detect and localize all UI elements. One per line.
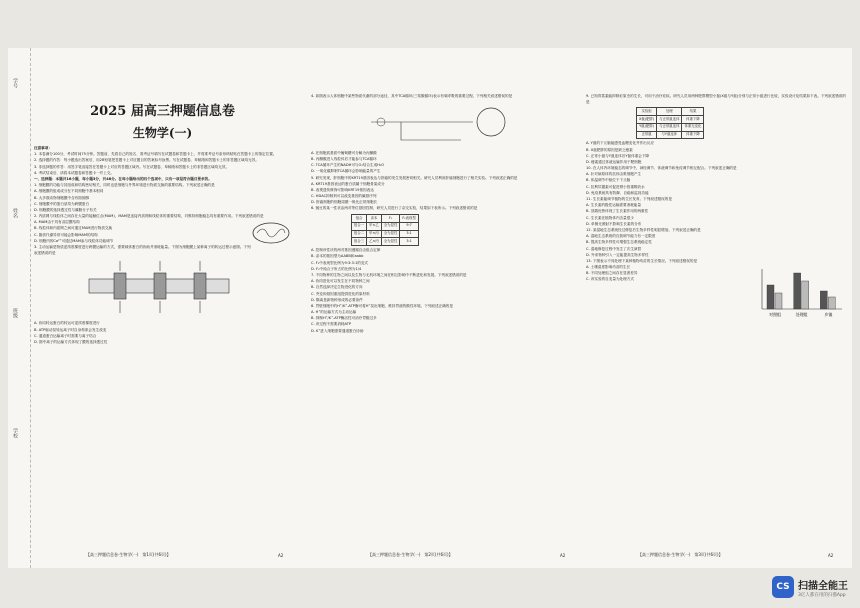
option-text: A. 协同转运蛋白的转运可逆浓度梯度进行	[34, 321, 100, 326]
cross-result-table	[351, 214, 419, 246]
question-text: 13. 下图表示不同处理下某种植物幼苗的生长情况。下列叙述错误的是	[586, 258, 698, 263]
option-text: C. 通道蛋白运输离子时需要与离子结合	[34, 333, 97, 338]
table-header: 结果	[682, 108, 704, 116]
table-cell: 体重下降	[682, 131, 704, 139]
page-footer: 【高三押题信息卷·生物学(一) 第2页(共6页)】	[368, 552, 453, 557]
question-text: 1. 细胞膜的功能与其组成和结构密切相关，同时也是细胞与外界环境进行物质交换的重要结构。下列叙述正确的是	[34, 183, 215, 188]
table-cell: 9:7	[400, 222, 418, 230]
option-text: D. 外来物种引入一定能提高生物多样性	[586, 252, 649, 257]
option-text: B. 不同处理组之间存在显著差异	[586, 271, 638, 276]
table-cell: 与正常鼠连体	[657, 123, 682, 131]
option-text: B. 亲本的基因型为AABB和aabb	[311, 254, 364, 259]
page-column-2	[311, 94, 573, 534]
table-cell: 体重下降	[682, 115, 704, 123]
option-text: C. HDAC抑制剂可以改变基因的碱基序列	[311, 194, 377, 199]
question-text: 9. 已知青蒿素能抑制疟原虫的生长，可用于治疗疟疾。研究人员用两种肥胖模型小鼠(X鼠与Y鼠)分别与正常小鼠进行比较，实验设计及结果如下表。下列叙述错误的是	[586, 94, 846, 104]
table-row	[352, 230, 419, 238]
option-text: B. 大多数动物细胞膜中含有胆固醇	[34, 195, 90, 200]
table-cell: 体重无变化	[682, 123, 704, 131]
table-cell: 3:1	[400, 230, 418, 238]
chart-bar	[767, 285, 774, 309]
page-code: A2	[560, 553, 566, 558]
option-text: B. 丙酮酸进入线粒体后才能参与TCA循环	[311, 156, 377, 161]
option-text: B. X鼠肥胖的原因是缺乏瘦素	[586, 147, 633, 152]
chart-bar	[828, 297, 835, 309]
table-cell: 组合一	[352, 222, 367, 230]
option-text: A. MAM由于具有双层膜结构	[34, 220, 80, 225]
question-text: 12. 某湿地生态系统经过修复后生物多样性明显增加。下列叙述正确的是	[586, 227, 701, 232]
question-text: 6. 豌豆的某一性状由两对等位基因控制，研究人员进行了杂交实验，结果如下表所示。下列叙述错误的是	[311, 206, 478, 211]
exam-title: 2025 届高三押题信息卷	[90, 104, 235, 119]
question-text: 8. 胃壁细胞中的H⁺/K⁺-ATP酶可将H⁺泵出细胞，维持胃液的酸性环境。下列叙述正确的是	[311, 303, 453, 308]
notice-item: 2. 选择题的作答：每小题选出答案后，用2B铅笔把答题卡上对应题目的答案标号涂黑。写在试题卷、草稿纸和答题卡上的非答题区域均无效。	[34, 158, 259, 163]
table-header: 实验组	[637, 108, 657, 116]
table-row	[637, 131, 704, 139]
option-text: B. 自然选择决定生物进化的方向	[311, 285, 363, 290]
option-text: B. 顶端优势体现了生长素作用的两重性	[586, 209, 649, 214]
option-text: A. 土壤湿度影响幼苗的生长	[586, 265, 631, 270]
page-footer: 【高三押题信息卷·生物学(一) 第3页(共6页)】	[638, 552, 723, 557]
option-text: B. ATP驱动泵转运离子时自身构象会发生改变	[34, 327, 107, 332]
notice-item: 3. 非选择题的作答：用签字笔直接答在答题卡上对应的答题区域内。写在试题卷、草稿纸和答题卡上的非答题区域均无效。	[34, 164, 230, 169]
table-cell: 与Y鼠连体	[657, 131, 682, 139]
option-text: D. 细胞膜的选择透过性与磷脂分子有关	[34, 207, 97, 212]
table-row	[352, 238, 419, 246]
option-text: D. 肝癌细胞的细胞周期一般比正常细胞长	[311, 200, 378, 205]
notice-item: 4. 考试结束后，请将本试题卷和答题卡一并上交。	[34, 170, 115, 175]
table-cell: 甲×丙	[367, 230, 382, 238]
option-text: A. KRT19基因表达的蛋白质属于细胞骨架成分	[311, 181, 385, 186]
option-text: C. 正常小鼠与Y鼠连体后Y鼠体重会下降	[586, 153, 650, 158]
option-text: D. 隔离是新物种形成的必要条件	[311, 297, 363, 302]
question-text: 5. 研究发现，肝细胞中的KRT19基因表达与肝癌的发生发展密切相关。研究人员利用肝癌细胞进行了相关实验。下列叙述正确的是	[311, 175, 518, 180]
question-text: 11. 生长素能调节植物的生长发育。下列叙述错误的是	[586, 197, 672, 201]
question-text: 10. 在人体内环境稳态的调节中，神经调节、体液调节和免疫调节相互配合。下列叙述正确的是	[586, 166, 737, 171]
table-cell: 与正常鼠连体	[657, 115, 682, 123]
chart-category-label: 处理组	[795, 312, 808, 318]
table-cell: X鼠(肥胖)	[637, 115, 657, 123]
option-text: A. 在细胞质基质中葡萄糖可分解为丙酮酸	[311, 150, 377, 155]
table-row	[637, 123, 704, 131]
option-text: A. 控制该性状的两对基因遵循自由组合定律	[311, 248, 381, 253]
camscanner-logo-icon: CS	[772, 576, 794, 598]
notice-heading: 注意事项：	[34, 146, 52, 150]
page-footer: 【高三押题信息卷·生物学(一) 第1页(共6页)】	[86, 552, 171, 557]
table-cell: Y鼠(肥胖)	[637, 123, 657, 131]
experiment-table	[636, 107, 704, 139]
binding-margin	[8, 48, 31, 568]
margin-label: 学号	[12, 78, 18, 88]
page-column-1	[34, 94, 291, 534]
option-text: C. 突变和基因重组提供进化的原材料	[311, 291, 370, 296]
table-cell: 甲×乙	[367, 222, 382, 230]
table-row	[352, 222, 419, 230]
option-text: A. 细胞膜的组成成分在不同细胞中基本相同	[34, 189, 104, 194]
table-cell: 全为显性	[381, 230, 400, 238]
mitochondria-figure	[251, 220, 291, 246]
chart-category-label: 乡镇	[824, 312, 833, 318]
option-text: C. 该实验的自变量为处理方式	[586, 277, 634, 282]
scanner-tagline: 3亿人都在用的扫描App	[798, 592, 846, 598]
scanner-name: 扫描全能王	[798, 580, 848, 592]
option-text: C. 脂质代谢异常可能会影响MAM的结构	[34, 232, 98, 237]
question-text: 2. 内质网与线粒体之间存在大量的接触位点(MAM)，MAM是连接内质网和线粒体的重要结构，对维持细胞稳态具有重要作用。下列叙述错误的是	[34, 214, 264, 219]
option-text: B. 提高生物多样性可增强生态系统稳定性	[586, 240, 652, 245]
table-cell: 正常鼠	[637, 131, 657, 139]
option-text: D. 图中离子的运输方式体现了膜的选择透过性	[34, 339, 108, 344]
table-row	[637, 115, 704, 123]
option-text: A. 协同进化可以发生在不同物种之间	[311, 279, 370, 284]
chart-bar	[794, 273, 801, 309]
page-column-3	[586, 94, 846, 534]
option-text: D. 细胞内的Ca²⁺可通过MAM参与线粒体功能调节	[34, 238, 114, 243]
tca-cycle-figure	[361, 100, 521, 148]
option-text: A. 针对病原体的抗体由浆细胞产生	[586, 172, 641, 177]
option-text: D. 一氧化碳抑制TCA循环会影响能量的产生	[311, 169, 381, 174]
exam-subject: 生物学(一)	[132, 126, 193, 140]
chart-bar	[775, 293, 782, 309]
chart-bar	[820, 291, 827, 309]
option-text: C. TCA循环产生的NADH可与O₂结合生成H₂O	[311, 163, 385, 168]
option-text: D. 瘦素通过体液运输作用于靶细胞	[586, 159, 642, 164]
option-text: C. 细胞膜中的蛋白质均为跨膜蛋白	[34, 201, 90, 206]
table-cell: 全为显性	[381, 222, 400, 230]
option-text: D. 单侧光照射不影响生长素的分布	[586, 221, 642, 226]
question-text: 3. 主动运输是物质逆浓度梯度进行跨膜运输的方式，需要载体蛋白的协助并消耗能量。下图为细胞膜上某种离子的转运过程示意图。下列叙述错误的是	[34, 245, 251, 255]
option-text: D. K⁺进入细胞需要通道蛋白协助	[311, 328, 364, 333]
option-text: C. 该过程不需要消耗ATP	[311, 322, 352, 327]
option-text: A. 生长素的极性运输需要消耗能量	[586, 203, 641, 208]
scanner-watermark	[772, 576, 848, 598]
question-text: 4. 如图表示人体细胞中某些物质代谢的部分途径，其中TCA循环(三羧酸循环)表示有氧呼吸的重要过程。下列相关叙述错误的是	[311, 94, 513, 98]
option-text: C. 抗利尿激素可促进肾小管重吸收水	[586, 184, 645, 189]
exam-sheet	[8, 48, 852, 568]
option-text: B. 体温调节中枢位于下丘脑	[586, 178, 631, 183]
option-text: B. 表观遗传修饰可影响KRT19基因表达	[311, 187, 374, 192]
option-text: D. F₂中纯合子所占的比例为1/4	[311, 266, 362, 271]
membrane-transport-figure	[84, 257, 234, 319]
table-cell: 乙×丙	[367, 238, 382, 246]
table-header: F₂表现型	[400, 215, 418, 223]
option-text: C. 生长素在植物体内含量很少	[586, 215, 634, 220]
table-cell: 全为显性	[381, 238, 400, 246]
option-text: D. 免疫系统具有防御、自稳和监视功能	[586, 190, 649, 195]
page-code: A2	[278, 553, 284, 558]
table-header: F₁	[381, 215, 400, 223]
question-text: 7. 不同物种的生物之间以及生物与无机环境之间在相互影响中不断进化和发展。下列叙述错误的是	[311, 272, 467, 277]
option-text: A. H⁺的运输方式为主动运输	[311, 310, 357, 315]
option-text: B. 线粒体和内质网之间可通过MAM进行物质交换	[34, 226, 113, 231]
growth-bar-chart	[750, 265, 846, 321]
table-cell: 组合三	[352, 238, 367, 246]
table-header: 组合	[352, 215, 367, 223]
option-text: A. Y鼠的下丘脑能感受血糖变化并作出反应	[586, 141, 654, 146]
margin-label: 姓名	[12, 208, 18, 218]
chart-bar	[802, 281, 809, 309]
margin-label: 班级	[12, 308, 18, 318]
notice-item: 1. 本卷满分100分，考试时间75分钟。答题前，先将自己的姓名、准考证号填写在试题卷和答题卡上，并将准考证号条形码粘贴在答题卡上的指定位置。	[34, 152, 277, 157]
option-text: B. 抑制H⁺/K⁺-ATP酶活性可治疗胃酸过多	[311, 316, 377, 321]
option-text: A. 湿地生态系统的自我调节能力有一定限度	[586, 234, 656, 239]
option-text: C. F₂中表现型比例为9:3:3:1的变式	[311, 260, 369, 265]
table-header: 亲本	[367, 215, 382, 223]
margin-label: 学校	[12, 428, 18, 438]
option-text: C. 湿地修复过程中发生了次生演替	[586, 246, 642, 251]
table-cell: 3:1	[400, 238, 418, 246]
section-heading: 一、选择题：本题共16小题，每小题3分，共48分。在每小题给出的四个选项中，只有一项是符合题目要求的。	[34, 176, 212, 181]
table-cell: 组合二	[352, 230, 367, 238]
table-header: 处理	[657, 108, 682, 116]
page-code: A2	[828, 553, 834, 558]
chart-category-label: 对照组	[769, 312, 781, 318]
